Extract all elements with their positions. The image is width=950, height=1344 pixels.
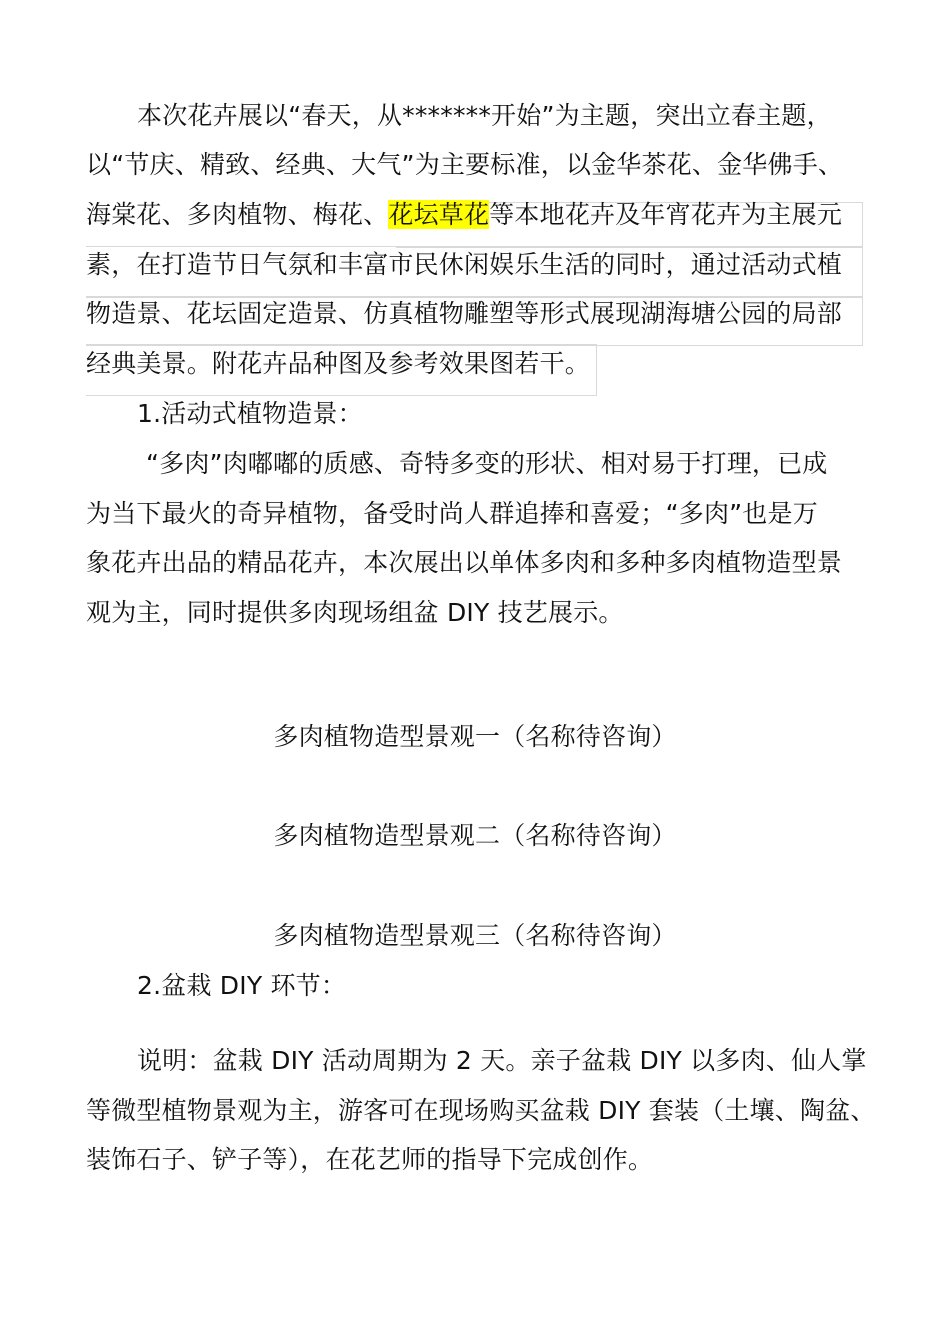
section-2-line-1: 说明：盆栽 DIY 活动周期为 2 天。亲子盆栽 DIY 以多肉、仙人掌 (137, 1046, 867, 1075)
section-2-line-2: 等微型植物景观为主，游客可在现场购买盆栽 DIY 套装（土壤、陶盆、 (86, 1096, 876, 1125)
paragraph-1-line-3-after: 等本地花卉及年宵花卉为主展元 (489, 200, 843, 229)
section-1-line-1: “多肉”肉嘟嘟的质感、奇特多变的形状、相对易于打理，已成 (146, 449, 828, 478)
highlighted-text: 花坛草花 (388, 200, 490, 229)
paragraph-1-line-6: 经典美景。附花卉品种图及参考效果图若干。 (86, 349, 591, 378)
paragraph-1-line-2: 以“节庆、精致、经典、大气”为主要标准，以金华茶花、金华佛手、 (86, 150, 844, 179)
paragraph-1-line-3-before: 海棠花、多肉植物、梅花、 (86, 200, 389, 229)
paragraph-1-line-5: 物造景、花坛固定造景、仿真植物雕塑等形式展现湖海塘公园的局部 (86, 299, 843, 328)
section-2-heading: 2.盆栽 DIY 环节： (137, 971, 347, 1000)
section-1-line-2: 为当下最火的奇异植物，备受时尚人群追捧和喜爱；“多肉”也是万 (86, 499, 818, 528)
caption-2: 多肉植物造型景观二（名称待咨询） (273, 821, 677, 850)
paragraph-1-line-3 (86, 198, 842, 232)
section-1-heading: 1.活动式植物造景： (137, 399, 363, 428)
paragraph-1-line-4: 素，在打造节日气氛和丰富市民休闲娱乐生活的同时，通过活动式植 (86, 250, 843, 279)
section-1-line-4: 观为主，同时提供多肉现场组盆 DIY 技艺展示。 (86, 598, 624, 627)
caption-1: 多肉植物造型景观一（名称待咨询） (273, 722, 677, 751)
caption-3: 多肉植物造型景观三（名称待咨询） (273, 921, 677, 950)
paragraph-1-line-1: 本次花卉展以“春天，从*******开始”为主题，突出立春主题， (137, 101, 832, 130)
section-1-line-3: 象花卉出品的精品花卉，本次展出以单体多肉和多种多肉植物造型景 (86, 548, 843, 577)
section-2-line-3: 装饰石子、铲子等），在花艺师的指导下完成创作。 (86, 1145, 654, 1174)
